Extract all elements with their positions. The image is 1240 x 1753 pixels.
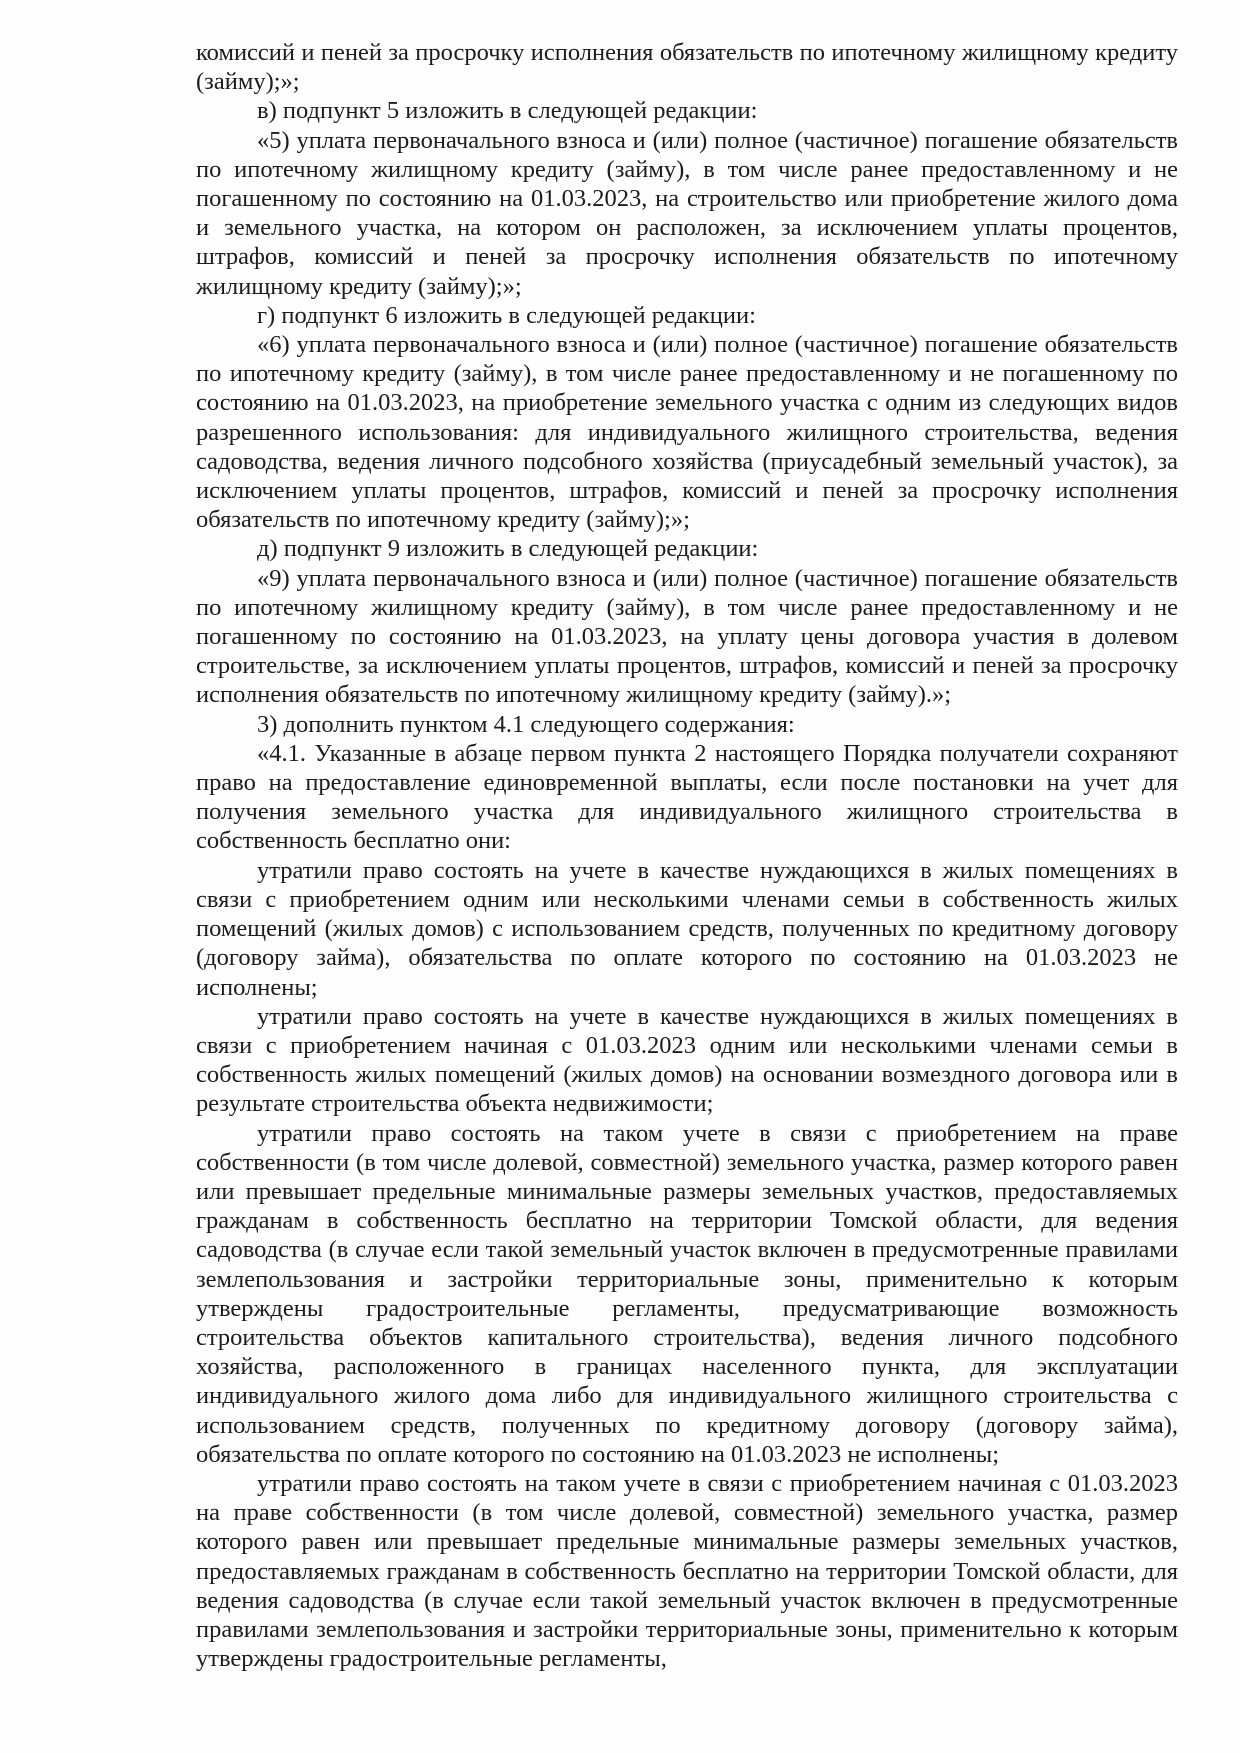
paragraph-4: г) подпункт 6 изложить в следующей редакции: [257, 301, 756, 329]
paragraph-9: «4.1. Указанные в абзаце первом пункта 2 настоящего Порядка получатели сохраняют право на предоставление единовременной выплаты, если после постановки на учет для получения земельного участка для индивидуального жилищного строительства в собственность бесплатно они: [196, 739, 1178, 855]
paragraph-3: «5) уплата первоначального взноса и (или) полное (частичное) погашение обязательств по ипотечному жилищному кредиту (займу), в том числе ранее предоставленному и не погашенному по состоянию на 01.03.2023, на строительство или приобретение жилого дома и земельного участка, на котором он расположен, за исключением уплаты процентов, штрафов, комиссий и пеней за просрочку исполнения обязательств по ипотечному жилищному кредиту (займу);»; [196, 126, 1178, 300]
paragraph-12: утратили право состоять на таком учете в связи с приобретением на праве собственности (в том числе долевой, совместной) земельного участка, размер которого равен или превышает предельные минимальные размеры земельных участков, предоставляемых гражданам в собственность бесплатно на территории Томской области, для ведения садоводства (в случае если такой земельный участок включен в предусмотренные правилами землепользования и застройки территориальные зоны, применительно к которым утверждены градостроительные регламенты, предусматривающие возможность строительства объектов капитального строительства), ведения личного подсобного хозяйства, расположенного в границах населенного пункта, для эксплуатации индивидуального жилого дома либо для индивидуального жилищного строительства с использованием средств, полученных по кредитному договору (договору займа), обязательства по оплате которого по состоянию на 01.03.2023 не исполнены; [196, 1119, 1178, 1468]
paragraph-6: д) подпункт 9 изложить в следующей редакции: [257, 535, 759, 563]
document-body [196, 38, 1178, 1673]
paragraph-8: 3) дополнить пунктом 4.1 следующего содержания: [257, 710, 795, 738]
paragraph-13: утратили право состоять на таком учете в связи с приобретением начиная с 01.03.2023 на праве собственности (в том числе долевой, совместной) земельного участка, размер которого равен или превышает предельные минимальные размеры земельных участков, предоставляемых гражданам в собственность бесплатно на территории Томской области, для ведения садоводства (в случае если такой земельный участок включен в предусмотренные правилами землепользования и застройки территориальные зоны, применительно к которым утверждены градостроительные регламенты, [196, 1469, 1178, 1673]
paragraph-10: утратили право состоять на учете в качестве нуждающихся в жилых помещениях в связи с приобретением одним или несколькими членами семьи в собственность жилых помещений (жилых домов) с использованием средств, полученных по кредитному договору (договору займа), обязательства по оплате которого по состоянию на 01.03.2023 не исполнены; [196, 856, 1178, 1001]
paragraph-11: утратили право состоять на учете в качестве нуждающихся в жилых помещениях в связи с приобретением начиная с 01.03.2023 одним или несколькими членами семьи в собственность жилых помещений (жилых домов) на основании возмездного договора или в результате строительства объекта недвижимости; [196, 1002, 1178, 1118]
paragraph-5: «6) уплата первоначального взноса и (или) полное (частичное) погашение обязательств по ипотечному кредиту (займу), в том числе ранее предоставленному и не погашенному по состоянию на 01.03.2023, на приобретение земельного участка с одним из следующих видов разрешенного использования: для индивидуального жилищного строительства, ведения садоводства, ведения личного подсобного хозяйства (приусадебный земельный участок), за исключением уплаты процентов, штрафов, комиссий и пеней за просрочку исполнения обязательств по ипотечному кредиту (займу);»; [196, 331, 1178, 534]
paragraph-7: «9) уплата первоначального взноса и (или) полное (частичное) погашение обязательств по ипотечному жилищному кредиту (займу), в том числе ранее предоставленному и не погашенному по состоянию на 01.03.2023, на уплату цены договора участия в долевом строительстве, за исключением уплаты процентов, штрафов, комиссий и пеней за просрочку исполнения обязательств по ипотечному жилищному кредиту (займу).»; [196, 564, 1178, 709]
paragraph-1: комиссий и пеней за просрочку исполнения обязательств по ипотечному жилищному кредиту (займу);»; [196, 39, 1178, 96]
paragraph-2: в) подпункт 5 изложить в следующей редакции: [257, 97, 758, 125]
